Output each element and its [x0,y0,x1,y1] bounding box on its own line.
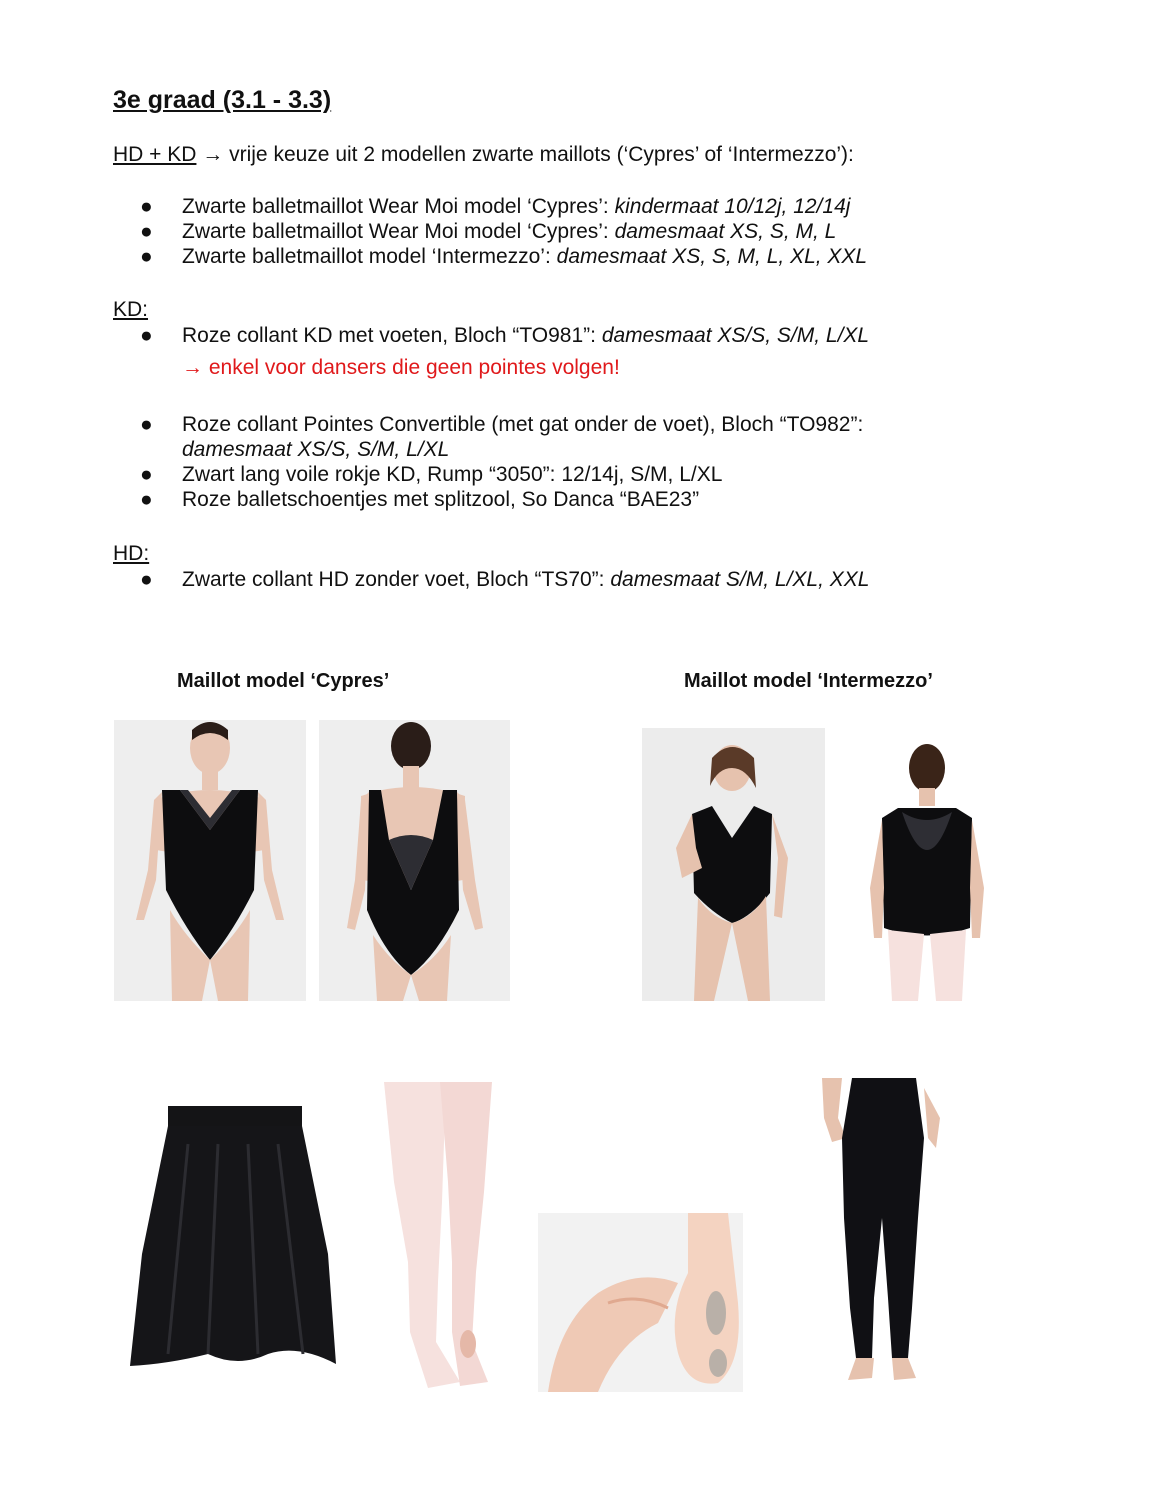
skirt-photo [128,1104,340,1372]
caption-intermezzo: Maillot model ‘Intermezzo’ [684,670,933,692]
cypres-front-photo [114,720,306,1001]
bullet: ● [140,245,153,268]
bullet: ● [140,568,153,591]
kd-list-1 [140,323,869,380]
intro-line [113,143,854,167]
list-item: ● Roze balletschoentjes met splitzool, So Danca “BAE23” [140,488,700,511]
bullet: ● [140,220,153,243]
cypres-back-photo [319,720,510,1001]
pink-tights-photo [380,1082,492,1392]
caption-cypres: Maillot model ‘Cypres’ [177,670,390,692]
list-item: ● Roze collant KD met voeten, Bloch “TO981”: damesmaat XS/S, S/M, L/XL [140,324,870,347]
list-item: ● Roze collant Pointes Convertible (met gat onder de voet), Bloch “TO982”: damesmaat XS/S, S/M, L/XL [140,413,864,461]
bullet: ● [140,324,153,347]
kd-note: → enkel voor dansers die geen pointes volgen! [182,356,620,379]
list-item: ● Zwarte balletmaillot model ‘Intermezzo’: damesmaat XS, S, M, L, XL, XXL [140,245,868,268]
hd-label: HD: [113,542,150,565]
bullet: ● [140,413,153,436]
intro-label: HD + KD [113,143,197,166]
kd-list-2 [140,412,863,512]
list-item: ● Zwarte balletmaillot Wear Moi model ‘Cypres’: kindermaat 10/12j, 12/14j [140,195,851,218]
page-title: 3e graad (3.1 - 3.3) [113,86,332,114]
intro-text: → vrije keuze uit 2 modellen zwarte maillots (‘Cypres’ of ‘Intermezzo’): [196,143,854,166]
bullet: ● [140,463,153,486]
list-item: ● Zwart lang voile rokje KD, Rump “3050”: 12/14j, S/M, L/XL [140,463,723,486]
bullet: ● [140,195,153,218]
kd-label: KD: [113,298,149,321]
list-item: ● Zwarte collant HD zonder voet, Bloch “TS70”: damesmaat S/M, L/XL, XXL [140,568,870,591]
list-item: ● Zwarte balletmaillot Wear Moi model ‘Cypres’: damesmaat XS, S, M, L [140,220,837,243]
bullet: ● [140,488,153,511]
ballet-shoes-photo [538,1213,743,1392]
intermezzo-back-photo [852,738,1002,1001]
intermezzo-front-photo [642,728,825,1001]
general-list [140,194,867,269]
black-tights-photo [812,1078,967,1382]
hd-list [140,567,869,592]
